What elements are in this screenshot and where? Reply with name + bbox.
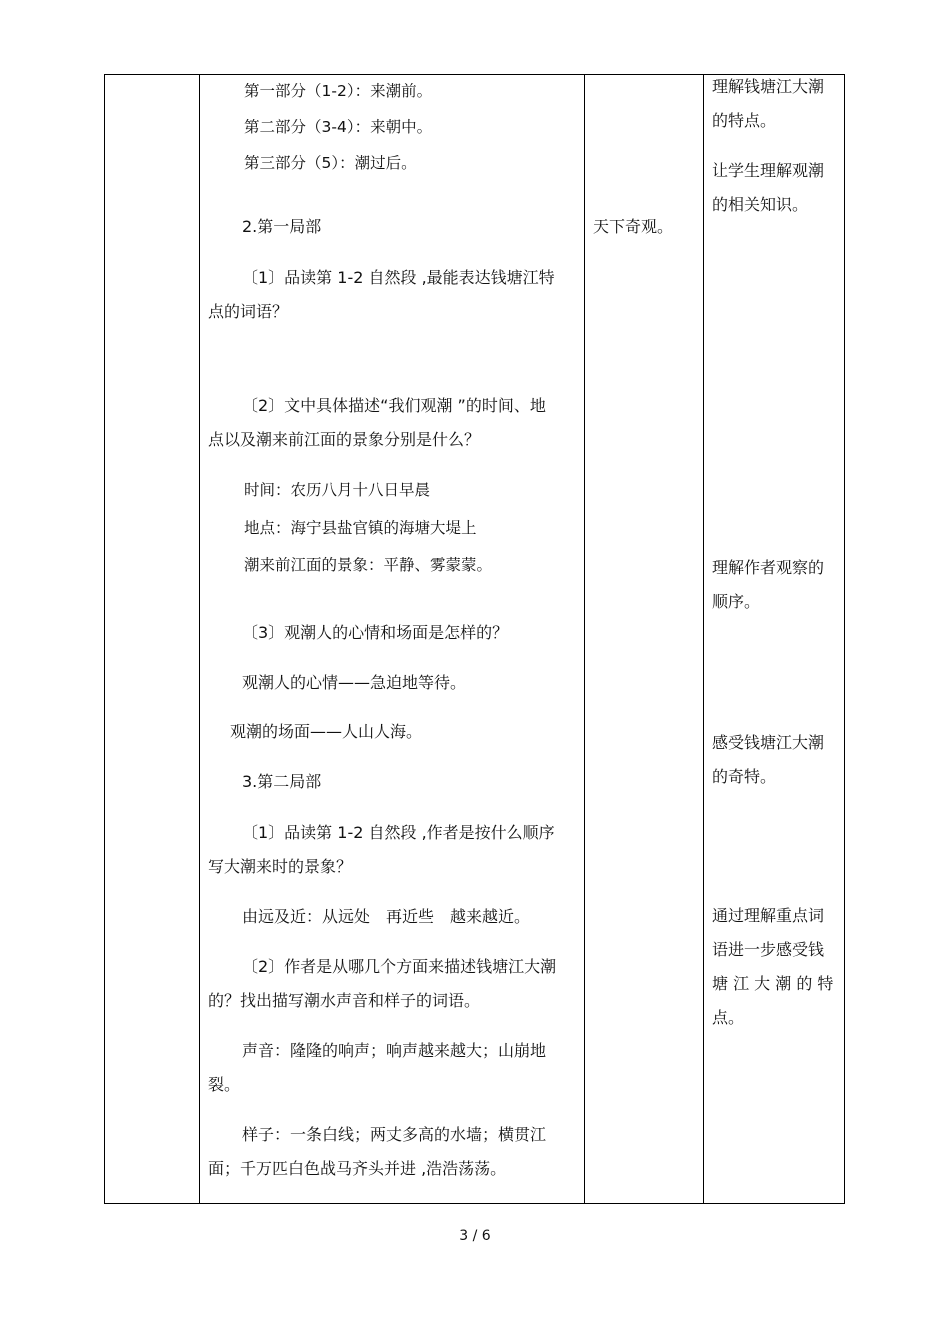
answer-place: 地点：海宁县盐官镇的海塘大堤上 (244, 519, 477, 537)
intent-3-line-1: 理解作者观察的 (712, 558, 825, 577)
intent-4-line-2: 的奇特。 (712, 767, 777, 786)
page-number: 3 / 6 (459, 1228, 491, 1244)
question-2-line-2: 点以及潮来前江面的景象分别是什么？ (208, 430, 481, 449)
intent-5-line-4: 点。 (712, 1008, 745, 1027)
intent-1-line-2: 的特点。 (712, 111, 777, 130)
answer-shape-line-1: 样子：一条白线；两丈多高的水墙；横贯江 (242, 1125, 547, 1144)
question-5-line-2: 的？找出描写潮水声音和样子的词语。 (208, 991, 481, 1010)
question-5-line-1: 〔2〕作者是从哪几个方面来描述钱塘江大潮 (242, 957, 557, 976)
question-3: 〔3〕观潮人的心情和场面是怎样的？ (242, 623, 509, 642)
question-1-line-2: 点的词语？ (208, 302, 289, 321)
intent-1-line-1: 理解钱塘江大潮 (712, 77, 825, 96)
answer-order: 由远及近：从远处 再近些 越来越近。 (242, 907, 531, 926)
question-4-line-2: 写大潮来时的景象？ (208, 857, 353, 876)
structure-part-2: 第二部分（3-4）：来朝中。 (244, 118, 433, 136)
answer-sound-line-2: 裂。 (208, 1075, 241, 1094)
answer-time: 时间：农历八月十八日早晨 (244, 481, 431, 499)
question-2-line-1: 〔2〕文中具体描述“我们观潮 ”的时间、地 (242, 396, 546, 415)
answer-wonder: 天下奇观。 (593, 217, 674, 236)
intent-5-line-3: 塘 江 大 潮 的 特 (712, 974, 834, 993)
intent-2-line-1: 让学生理解观潮 (712, 161, 825, 180)
question-1-line-1: 〔1〕品读第 1-2 自然段 ,最能表达钱塘江特 (242, 268, 555, 287)
intent-5-line-2: 语进一步感受钱 (712, 940, 825, 959)
answer-crowd: 观潮的场面——人山人海。 (230, 722, 423, 741)
table-cell-answer (585, 74, 703, 1204)
intent-5-line-1: 通过理解重点词 (712, 906, 825, 925)
intent-4-line-1: 感受钱塘江大潮 (712, 733, 825, 752)
table-cell-empty (104, 74, 199, 1204)
intent-3-line-2: 顺序。 (712, 592, 761, 611)
answer-shape-line-2: 面；千万匹白色战马齐头并进 ,浩浩荡荡。 (208, 1159, 507, 1178)
structure-part-1: 第一部分（1-2）：来潮前。 (244, 82, 433, 100)
answer-mood: 观潮人的心情——急迫地等待。 (242, 673, 467, 692)
structure-part-3: 第三部分（5）：潮过后。 (244, 154, 417, 172)
part1-heading: 2.第一局部 (242, 217, 322, 236)
answer-scene: 潮来前江面的景象：平静、雾蒙蒙。 (244, 556, 493, 574)
part2-heading: 3.第二局部 (242, 772, 322, 791)
table-cell-content (200, 74, 584, 1204)
intent-2-line-2: 的相关知识。 (712, 195, 809, 214)
question-4-line-1: 〔1〕品读第 1-2 自然段 ,作者是按什么顺序 (242, 823, 555, 842)
answer-sound-line-1: 声音：隆隆的响声；响声越来越大；山崩地 (242, 1041, 547, 1060)
table-cell-intent (704, 74, 845, 1204)
